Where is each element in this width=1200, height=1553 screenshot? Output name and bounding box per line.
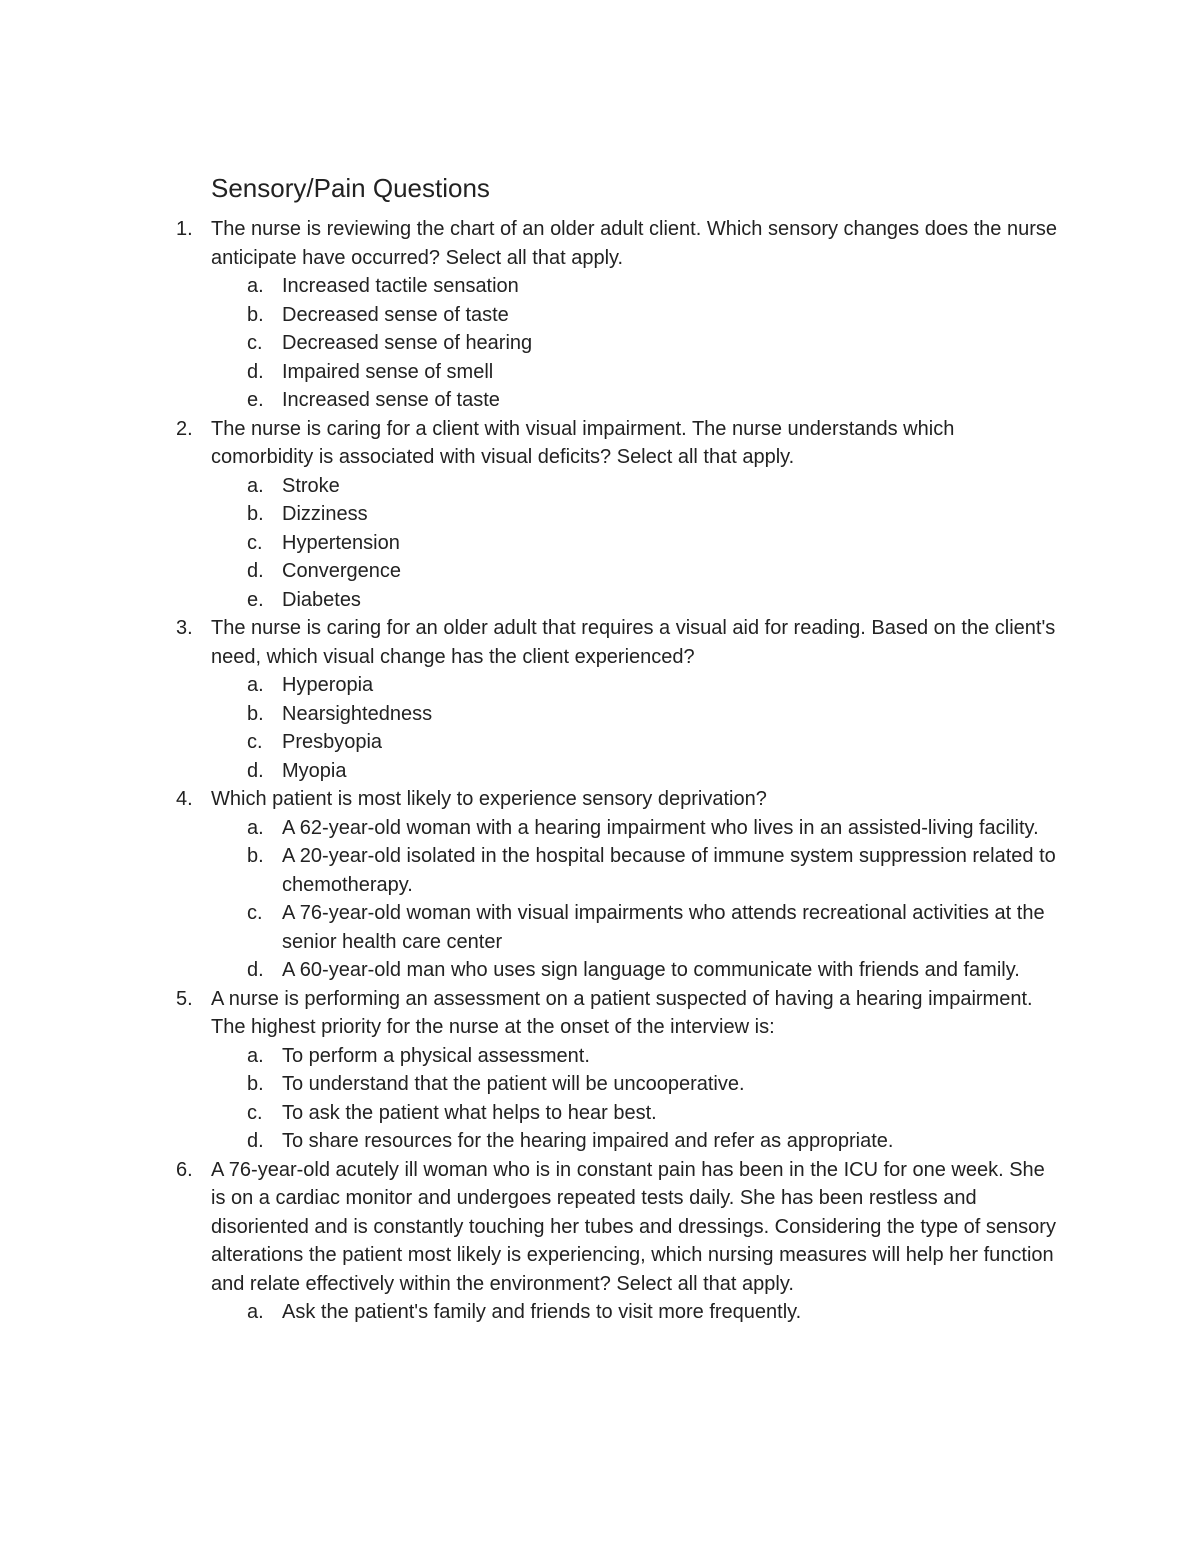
option-text: Decreased sense of taste bbox=[282, 303, 509, 326]
option-text: A 62-year-old woman with a hearing impairment who lives in an assisted-living facility. bbox=[282, 816, 1039, 839]
answer-option bbox=[0, 1127, 1200, 1156]
option-text: Ask the patient's family and friends to visit more frequently. bbox=[282, 1301, 802, 1323]
answer-option bbox=[0, 500, 1200, 529]
option-letter: c. bbox=[247, 902, 263, 924]
answer-option bbox=[0, 386, 1200, 415]
answer-option bbox=[0, 586, 1200, 615]
option-letter: a. bbox=[247, 1044, 264, 1067]
option-letter: d. bbox=[247, 360, 264, 383]
answer-option bbox=[0, 301, 1200, 330]
question-text: A 76-year-old acutely ill woman who is in constant pain has been in the ICU for one week. She is on a cardiac monitor and undergoes repeated tests daily. She has been restless and disoriented and is constantly touching her tubes and dressings. Considering the type of sensory alterations the patient most likely is experiencing, which nursing measures will help her function and relate effectively within the environment? Select all that apply. bbox=[211, 1158, 1056, 1295]
option-letter: a. bbox=[247, 674, 264, 696]
option-text: Diabetes bbox=[282, 588, 361, 611]
option-text: Increased tactile sensation bbox=[282, 275, 519, 297]
option-text: Dizziness bbox=[282, 503, 368, 525]
question-item bbox=[0, 215, 1200, 415]
answer-option bbox=[0, 899, 1200, 956]
option-text: Convergence bbox=[282, 560, 401, 582]
question-text: The nurse is reviewing the chart of an older adult client. Which sensory changes does the nurse anticipate have occurred? Select all that apply. bbox=[211, 218, 1058, 269]
question-text: Which patient is most likely to experience sensory deprivation? bbox=[211, 788, 767, 810]
question-number: 5. bbox=[176, 987, 193, 1010]
option-list bbox=[0, 1042, 1200, 1156]
option-text: To perform a physical assessment. bbox=[282, 1044, 590, 1067]
answer-option bbox=[0, 557, 1200, 586]
option-text: A 60-year-old man who uses sign language to communicate with friends and family. bbox=[282, 959, 1020, 981]
answer-option bbox=[0, 842, 1200, 899]
question-number: 6. bbox=[176, 1158, 193, 1181]
option-text: To ask the patient what helps to hear best. bbox=[282, 1101, 657, 1124]
question-list bbox=[0, 215, 1200, 1327]
question-item bbox=[0, 415, 1200, 615]
option-text: A 20-year-old isolated in the hospital because of immune system suppression related to chemotherapy. bbox=[282, 845, 1056, 896]
option-text: Increased sense of taste bbox=[282, 389, 500, 411]
option-list bbox=[0, 1298, 1200, 1327]
option-text: A 76-year-old woman with visual impairments who attends recreational activities at the senior health care center bbox=[282, 902, 1045, 953]
option-letter: a. bbox=[247, 275, 264, 297]
option-text: Hypertension bbox=[282, 531, 400, 554]
option-text: To understand that the patient will be uncooperative. bbox=[282, 1073, 745, 1095]
option-text: Impaired sense of smell bbox=[282, 360, 494, 383]
option-letter: c. bbox=[247, 332, 263, 354]
answer-option bbox=[0, 1042, 1200, 1071]
option-letter: d. bbox=[247, 560, 264, 582]
answer-option bbox=[0, 358, 1200, 387]
answer-option bbox=[0, 757, 1200, 786]
option-letter: d. bbox=[247, 1130, 264, 1152]
option-letter: c. bbox=[247, 1101, 263, 1124]
question-item bbox=[0, 785, 1200, 985]
option-text: Nearsightedness bbox=[282, 702, 433, 725]
option-letter: b. bbox=[247, 503, 264, 525]
answer-option bbox=[0, 329, 1200, 358]
option-text: Decreased sense of hearing bbox=[282, 332, 533, 354]
option-list bbox=[0, 671, 1200, 785]
option-letter: c. bbox=[247, 731, 263, 753]
answer-option bbox=[0, 728, 1200, 757]
question-text: A nurse is performing an assessment on a patient suspected of having a hearing impairment. The highest priority for the nurse at the onset of the interview is: bbox=[211, 987, 1033, 1038]
question-number: 1. bbox=[176, 218, 193, 240]
option-letter: b. bbox=[247, 1073, 264, 1095]
option-text: Myopia bbox=[282, 759, 347, 782]
option-letter: b. bbox=[247, 845, 264, 867]
answer-option bbox=[0, 472, 1200, 501]
option-letter: b. bbox=[247, 702, 264, 725]
option-letter: a. bbox=[247, 816, 264, 839]
option-letter: d. bbox=[247, 959, 264, 981]
option-letter: e. bbox=[247, 389, 264, 411]
option-text: Stroke bbox=[282, 474, 340, 497]
question-number: 2. bbox=[176, 417, 193, 440]
answer-option bbox=[0, 272, 1200, 301]
answer-option bbox=[0, 671, 1200, 700]
option-letter: e. bbox=[247, 588, 264, 611]
option-letter: d. bbox=[247, 759, 264, 782]
option-text: Presbyopia bbox=[282, 731, 383, 753]
option-list bbox=[0, 814, 1200, 985]
question-number: 3. bbox=[176, 617, 193, 639]
document-title: Sensory/Pain Questions bbox=[211, 173, 490, 203]
option-letter: b. bbox=[247, 303, 264, 326]
option-letter: a. bbox=[247, 1301, 264, 1323]
option-list bbox=[0, 272, 1200, 415]
answer-option bbox=[0, 956, 1200, 985]
question-item bbox=[0, 985, 1200, 1156]
option-text: To share resources for the hearing impaired and refer as appropriate. bbox=[282, 1130, 894, 1152]
question-number: 4. bbox=[176, 788, 193, 810]
answer-option bbox=[0, 814, 1200, 843]
question-item bbox=[0, 614, 1200, 785]
answer-option bbox=[0, 1099, 1200, 1128]
answer-option bbox=[0, 700, 1200, 729]
answer-option bbox=[0, 529, 1200, 558]
option-list bbox=[0, 472, 1200, 615]
option-letter: a. bbox=[247, 474, 264, 497]
question-item bbox=[0, 1156, 1200, 1327]
option-text: Hyperopia bbox=[282, 674, 374, 696]
question-text: The nurse is caring for a client with visual impairment. The nurse understands which comorbidity is associated with visual deficits? Select all that apply. bbox=[211, 417, 955, 468]
option-letter: c. bbox=[247, 531, 263, 554]
answer-option bbox=[0, 1298, 1200, 1327]
question-text: The nurse is caring for an older adult that requires a visual aid for reading. Based on the client's need, which visual change has the client experienced? bbox=[211, 617, 1056, 668]
answer-option bbox=[0, 1070, 1200, 1099]
